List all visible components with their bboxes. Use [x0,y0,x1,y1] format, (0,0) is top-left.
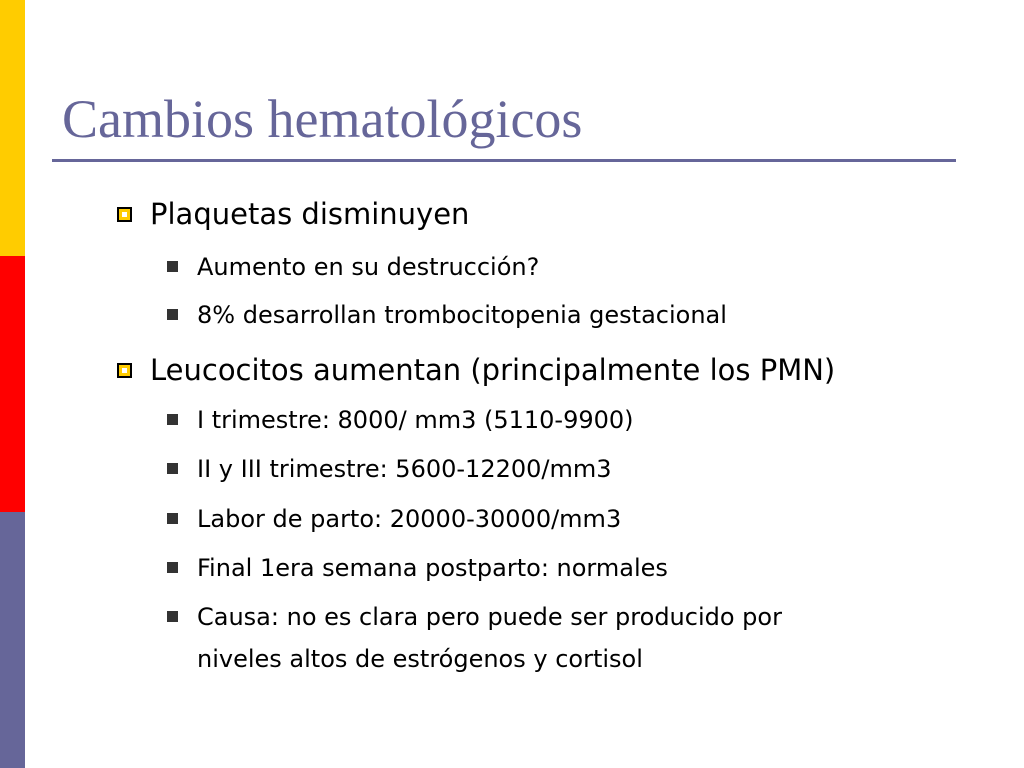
subbullet-labor-parto: Labor de parto: 20000-30000/mm3 [197,505,622,533]
square-bullet-icon [167,513,178,524]
subbullet-aumento: Aumento en su destrucción? [197,253,540,281]
square-bullet-icon [167,611,178,622]
square-bullet-icon [167,562,178,573]
bullet-plaquetas: Plaquetas disminuyen [150,197,470,231]
subbullet-trombocitopenia: 8% desarrollan trombocitopenia gestacional [197,301,727,329]
slide-title: Cambios hematológicos [62,89,583,149]
subbullet-causa-continued: niveles altos de estrógenos y cortisol [197,645,643,673]
square-bullet-icon [167,261,178,272]
yellow-square-bullet-icon [117,207,132,222]
square-bullet-icon [167,309,178,320]
subbullet-i-trimestre: I trimestre: 8000/ mm3 (5110-9900) [197,406,634,434]
subbullet-postparto: Final 1era semana postparto: normales [197,554,668,582]
subbullet-ii-iii-trimestre: II y III trimestre: 5600-12200/mm3 [197,455,612,483]
yellow-square-bullet-icon [117,363,132,378]
square-bullet-icon [167,414,178,425]
subbullet-causa: Causa: no es clara pero puede ser producido por [197,603,782,631]
bullet-leucocitos: Leucocitos aumentan (principalmente los PMN) [150,353,836,387]
square-bullet-icon [167,463,178,474]
